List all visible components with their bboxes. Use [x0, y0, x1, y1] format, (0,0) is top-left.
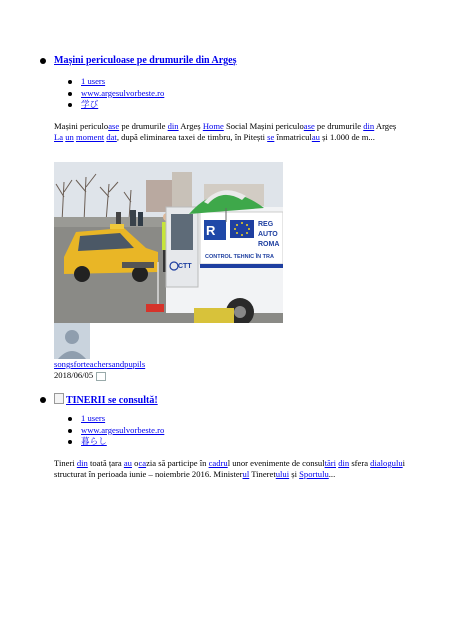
- list-item: [68, 413, 164, 425]
- bookmark-icon[interactable]: [96, 372, 106, 381]
- post-title-link[interactable]: Mașini periculoase pe drumurile din Argeș: [54, 55, 237, 66]
- users-count-link[interactable]: 1 users: [81, 413, 106, 423]
- avatar[interactable]: [54, 323, 90, 359]
- keyword-link[interactable]: din: [338, 458, 350, 468]
- keyword-link[interactable]: un: [65, 132, 74, 142]
- post-excerpt: [54, 458, 406, 480]
- keyword-link[interactable]: au: [123, 458, 132, 468]
- excerpt-text: toată țara: [87, 458, 124, 468]
- excerpt-text: ...: [328, 469, 336, 479]
- keyword-link[interactable]: se: [267, 132, 275, 142]
- keyword-link[interactable]: Home: [202, 121, 224, 131]
- excerpt-text: Argeș: [374, 121, 397, 131]
- van-sign-line-3: ROMA: [258, 241, 280, 248]
- post-title-link[interactable]: [54, 393, 158, 406]
- excerpt-text: l unor evenimente de consul: [227, 458, 325, 468]
- excerpt-text: Mașini periculo: [54, 121, 109, 131]
- keyword-link[interactable]: au: [311, 132, 320, 142]
- keyword-link[interactable]: ul: [242, 469, 250, 479]
- keyword-link[interactable]: ca: [138, 458, 147, 468]
- date-text: 2018/06/05: [54, 370, 94, 380]
- keyword-link[interactable]: moment: [75, 132, 105, 142]
- source-site-link[interactable]: www.argesulvorbeste.ro: [81, 424, 165, 435]
- users-count-link[interactable]: 1 users: [81, 76, 106, 86]
- default-user-icon: [54, 323, 90, 359]
- author-link[interactable]: songsforteachersandpupils: [54, 359, 146, 369]
- excerpt-text: o: [131, 458, 139, 468]
- excerpt-text: sfera: [349, 458, 371, 468]
- post-bullet: [40, 58, 46, 64]
- excerpt-text: Social Mașini periculo: [223, 121, 304, 131]
- post-title-text: TINERII se consultă!: [66, 395, 158, 406]
- category-link[interactable]: 学び: [81, 99, 99, 109]
- keyword-link[interactable]: din: [76, 458, 88, 468]
- van-side-text: CONTROL TEHNIC ÎN TRA: [205, 254, 274, 260]
- excerpt-text: înmatricul: [274, 132, 312, 142]
- van-sign-line-1: REG: [258, 221, 274, 228]
- category-link[interactable]: 暮らし: [81, 436, 107, 446]
- broken-image-icon: [54, 393, 64, 404]
- list-item: [68, 436, 164, 448]
- list-item: [68, 76, 164, 88]
- excerpt-text: și 1.000 de m...: [319, 132, 375, 142]
- excerpt-text: , după eliminarea taxei de timbru, în Pitești: [116, 132, 268, 142]
- keyword-link[interactable]: ase: [303, 121, 315, 131]
- svg-text:R: R: [206, 223, 216, 238]
- keyword-link[interactable]: La: [54, 132, 64, 142]
- van-logo: CTT: [178, 263, 192, 270]
- excerpt-text: Tineri: [54, 458, 77, 468]
- keyword-link[interactable]: dat: [106, 132, 117, 142]
- post-date: [54, 370, 106, 381]
- post-photo[interactable]: [54, 162, 283, 323]
- post-bullet: [40, 397, 46, 403]
- post-meta-list: [68, 413, 164, 448]
- list-item: [68, 99, 164, 111]
- excerpt-text: Argeș: [178, 121, 203, 131]
- van-sign-line-2: AUTO: [258, 231, 278, 238]
- excerpt-text: zia să participe în: [146, 458, 209, 468]
- post-meta-list: [68, 76, 164, 111]
- excerpt-text: pe drumurile: [314, 121, 364, 131]
- keyword-link[interactable]: ase: [108, 121, 120, 131]
- excerpt-text: Tineret: [249, 469, 276, 479]
- keyword-link[interactable]: tări: [324, 458, 337, 468]
- keyword-link[interactable]: cadru: [208, 458, 228, 468]
- list-item: [68, 88, 164, 100]
- post-excerpt: [54, 121, 406, 143]
- keyword-link[interactable]: din: [363, 121, 375, 131]
- keyword-link[interactable]: Sportulu: [299, 469, 329, 479]
- excerpt-text: i structurat în perioada iunie – noiembrie 2016. Minister: [54, 458, 406, 479]
- source-site-link[interactable]: www.argesulvorbeste.ro: [81, 87, 165, 98]
- excerpt-text: pe drumurile: [119, 121, 168, 131]
- list-item: [68, 425, 164, 437]
- keyword-link[interactable]: dialogulu: [370, 458, 403, 468]
- keyword-link[interactable]: din: [167, 121, 179, 131]
- keyword-link[interactable]: ului: [275, 469, 290, 479]
- excerpt-text: și: [289, 469, 300, 479]
